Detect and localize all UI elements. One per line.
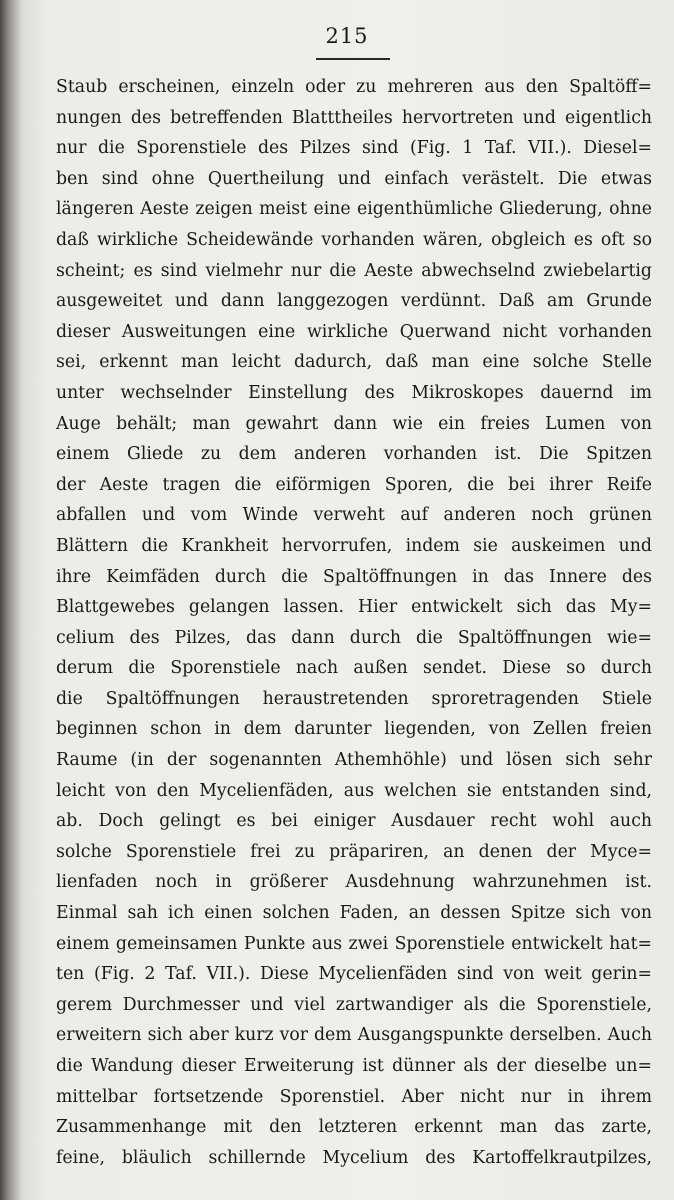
text-line: einem Gliede zu dem anderen vorhanden ist. Die Spitzen bbox=[56, 444, 652, 465]
text-line: einem gemeinsamen Punkte aus zwei Sporenstiele entwickelt hat= bbox=[56, 933, 652, 954]
page-number: 215 bbox=[325, 24, 369, 48]
text-line: Raume (in der sogenannten Athemhöhle) und lösen sich sehr bbox=[56, 750, 652, 771]
text-line: Einmal sah ich einen solchen Faden, an dessen Spitze sich von bbox=[56, 903, 652, 924]
text-line: Blattgewebes gelangen lassen. Hier entwickelt sich das My= bbox=[56, 597, 652, 618]
text-line: beginnen schon in dem darunter liegenden, von Zellen freien bbox=[56, 719, 652, 740]
header-rule bbox=[316, 58, 390, 60]
text-line: ab. Doch gelingt es bei einiger Ausdauer recht wohl auch bbox=[56, 811, 652, 832]
text-line: Blättern die Krankheit hervorrufen, indem sie auskeimen und bbox=[56, 535, 652, 556]
text-line: ben sind ohne Quertheilung und einfach verästelt. Die etwas bbox=[56, 168, 652, 189]
text-line: erweitern sich aber kurz vor dem Ausgangspunkte derselben. Auch bbox=[56, 1025, 652, 1046]
text-line: Zusammenhange mit den letzteren erkennt man das zarte, bbox=[56, 1117, 652, 1138]
text-line: celium des Pilzes, das dann durch die Spaltöffnungen wie= bbox=[56, 627, 652, 648]
text-line: längeren Aeste zeigen meist eine eigenthümliche Gliederung, ohne bbox=[56, 199, 652, 220]
text-line: sei, erkennt man leicht dadurch, daß man eine solche Stelle bbox=[56, 352, 652, 373]
text-line: leicht von den Mycelienfäden, aus welchen sie entstanden sind, bbox=[56, 780, 652, 801]
text-line: derum die Sporenstiele nach außen sendet. Diese so durch bbox=[56, 658, 652, 679]
text-line: mittelbar fortsetzende Sporenstiel. Aber nicht nur in ihrem bbox=[56, 1086, 652, 1107]
text-line: lienfaden noch in größerer Ausdehnung wahrzunehmen ist. bbox=[56, 872, 652, 893]
text-line: Staub erscheinen, einzeln oder zu mehreren aus den Spaltöff= bbox=[56, 77, 652, 97]
text-line: Auge behält; man gewahrt dann wie ein freies Lumen von bbox=[56, 413, 652, 434]
text-line: solche Sporenstiele frei zu präpariren, an denen der Myce= bbox=[56, 841, 652, 862]
text-line: der Aeste tragen die eiförmigen Sporen, die bei ihrer Reife bbox=[56, 474, 652, 495]
text-line: ausgeweitet und dann langgezogen verdünnt. Daß am Grunde bbox=[56, 291, 652, 312]
text-line: scheint; es sind vielmehr nur die Aeste abwechselnd zwiebelartig bbox=[56, 260, 652, 281]
text-line: unter wechselnder Einstellung des Mikroskopes dauernd im bbox=[56, 382, 652, 403]
text-line: nur die Sporenstiele des Pilzes sind (Fig. 1 Taf. VII.). Diesel= bbox=[56, 138, 652, 159]
text-line: feine, bläulich schillernde Mycelium des Kartoffelkrautpilzes, bbox=[56, 1147, 652, 1168]
text-line: nungen des betreffenden Blatttheiles hervortreten und eigentlich bbox=[56, 107, 652, 128]
text-line: dieser Ausweitungen eine wirkliche Querwand nicht vorhanden bbox=[56, 321, 652, 342]
text-line: die Spaltöffnungen heraustretenden sproretragenden Stiele bbox=[56, 688, 652, 709]
text-line: abfallen und vom Winde verweht auf anderen noch grünen bbox=[56, 505, 652, 526]
body-text bbox=[56, 72, 652, 1173]
text-line: ten (Fig. 2 Taf. VII.). Diese Mycelienfäden sind von weit gerin= bbox=[56, 964, 652, 985]
text-line: gerem Durchmesser und viel zartwandiger als die Sporenstiele, bbox=[56, 994, 652, 1015]
text-line: ihre Keimfäden durch die Spaltöffnungen in das Innere des bbox=[56, 566, 652, 587]
text-line: die Wandung dieser Erweiterung ist dünner als der dieselbe un= bbox=[56, 1056, 652, 1076]
text-line: daß wirkliche Scheidewände vorhanden wären, obgleich es oft so bbox=[56, 229, 652, 250]
